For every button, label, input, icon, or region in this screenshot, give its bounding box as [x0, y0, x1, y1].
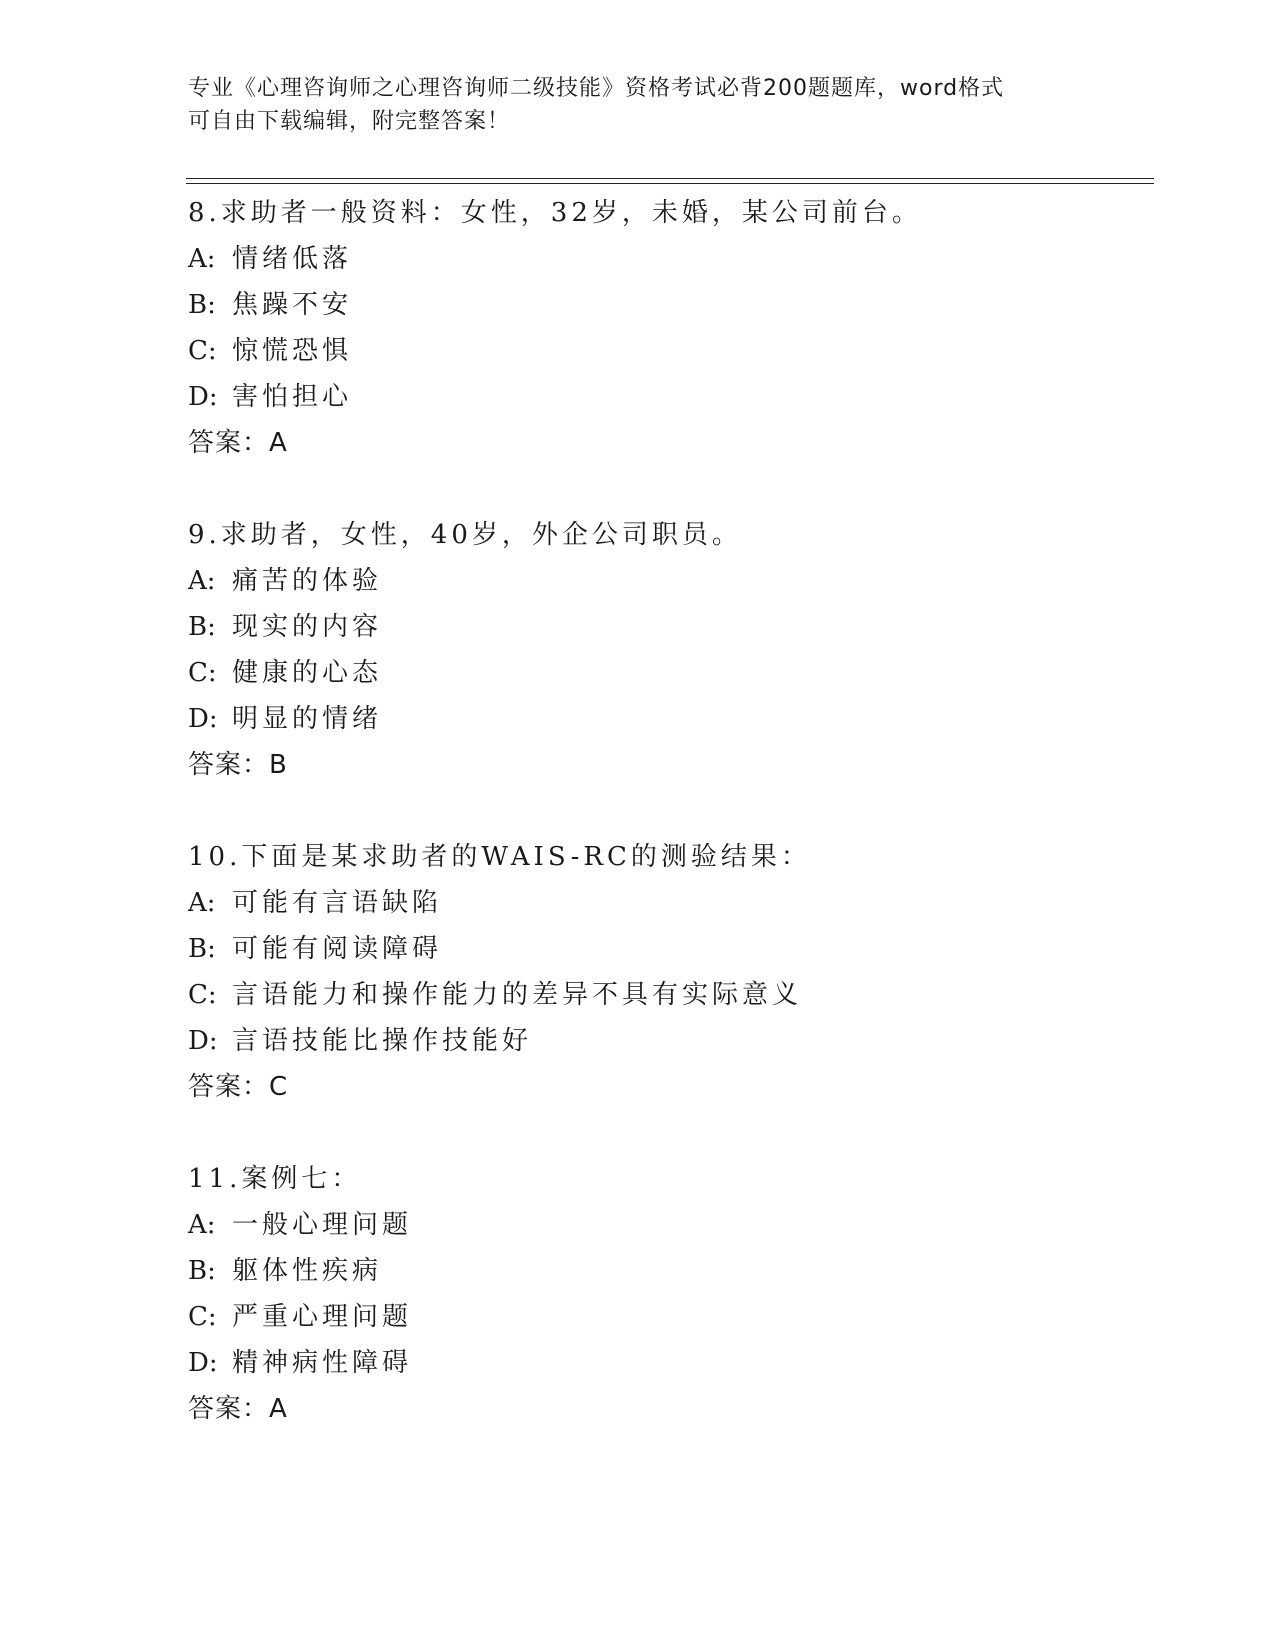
option-text: 情绪低落 — [232, 244, 353, 274]
option-letter: C: — [188, 658, 217, 688]
option-d — [188, 1018, 1138, 1064]
option-letter: D: — [188, 1026, 218, 1056]
answer-line: 答案：A — [188, 428, 288, 458]
option-text: 躯体性疾病 — [232, 1256, 383, 1286]
option-letter: A: — [188, 244, 216, 274]
option-text: 一般心理问题 — [232, 1210, 413, 1240]
option-text: 言语技能比操作技能好 — [232, 1026, 533, 1056]
option-letter: C: — [188, 1302, 217, 1332]
option-text: 害怕担心 — [232, 382, 353, 412]
option-d — [188, 1340, 1138, 1386]
answer-line: 答案：A — [188, 1394, 288, 1424]
option-text: 惊慌恐惧 — [232, 336, 353, 366]
question-stem: 10.下面是某求助者的WAIS-RC的测验结果： — [188, 842, 811, 872]
option-letter: A: — [188, 566, 216, 596]
option-letter: D: — [188, 1348, 218, 1378]
header-line-2: 可自由下载编辑，附完整答案！ — [188, 109, 511, 134]
option-a — [188, 236, 1138, 282]
option-text: 痛苦的体验 — [232, 566, 383, 596]
option-a — [188, 880, 1138, 926]
option-a — [188, 558, 1138, 604]
question-11 — [188, 1156, 1138, 1432]
option-b — [188, 1248, 1138, 1294]
answer-line: 答案：B — [188, 750, 288, 780]
header-divider-bottom — [186, 183, 1154, 184]
option-b — [188, 282, 1138, 328]
question-stem: 11.案例七： — [188, 1164, 362, 1194]
answer-line: 答案：C — [188, 1072, 289, 1102]
option-letter: B: — [188, 290, 216, 320]
option-text: 焦躁不安 — [232, 290, 353, 320]
option-text: 可能有言语缺陷 — [232, 888, 443, 918]
option-text: 可能有阅读障碍 — [232, 934, 443, 964]
question-8 — [188, 190, 1138, 466]
question-9 — [188, 512, 1138, 788]
option-letter: A: — [188, 888, 216, 918]
option-letter: C: — [188, 336, 217, 366]
option-b — [188, 604, 1138, 650]
option-text: 健康的心态 — [232, 658, 383, 688]
option-c — [188, 328, 1138, 374]
option-letter: D: — [188, 382, 218, 412]
document-header — [188, 72, 1088, 138]
option-b — [188, 926, 1138, 972]
option-d — [188, 374, 1138, 420]
option-c — [188, 972, 1138, 1018]
option-letter: A: — [188, 1210, 216, 1240]
option-letter: D: — [188, 704, 218, 734]
question-list — [188, 190, 1138, 1478]
option-c — [188, 650, 1138, 696]
option-c — [188, 1294, 1138, 1340]
option-text: 严重心理问题 — [232, 1302, 413, 1332]
option-text: 精神病性障碍 — [232, 1348, 413, 1378]
question-10 — [188, 834, 1138, 1110]
option-text: 现实的内容 — [232, 612, 383, 642]
question-stem: 9.求助者，女性，40岁，外企公司职员。 — [188, 520, 742, 550]
option-text: 明显的情绪 — [232, 704, 383, 734]
option-letter: B: — [188, 934, 216, 964]
option-letter: B: — [188, 1256, 216, 1286]
option-a — [188, 1202, 1138, 1248]
header-line-1: 专业《心理咨询师之心理咨询师二级技能》资格考试必背200题题库，word格式 — [188, 76, 1005, 101]
option-d — [188, 696, 1138, 742]
option-letter: C: — [188, 980, 217, 1010]
header-divider-top — [186, 178, 1154, 179]
question-stem: 8.求助者一般资料：女性，32岁，未婚，某公司前台。 — [188, 198, 922, 228]
option-letter: B: — [188, 612, 216, 642]
option-text: 言语能力和操作能力的差异不具有实际意义 — [232, 980, 803, 1010]
